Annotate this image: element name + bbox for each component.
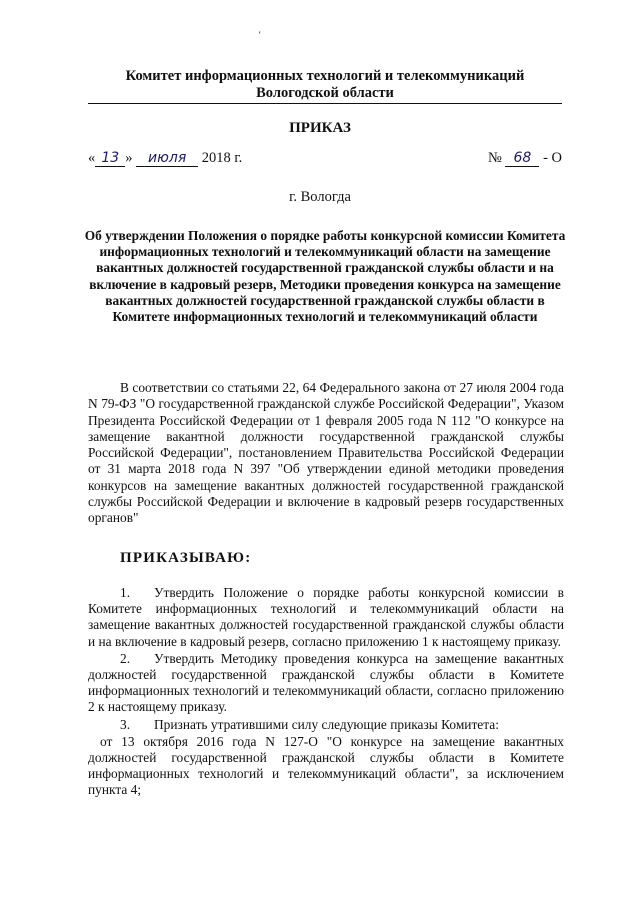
date-month-handwritten: июля: [136, 151, 198, 167]
item-text: Утвердить Методику проведения конкурса на замещение вакантных должностей государственной гражданской службы области в Комитете информационных технологий и телекоммуникаций области, согласно приложению 2 к настоящему приказу.: [88, 650, 564, 715]
city: г. Вологда: [289, 189, 351, 205]
date-number-line: [88, 150, 562, 170]
organization-name: Комитет информационных технологий и телекоммуникаций: [125, 68, 525, 84]
order-item-2: [88, 651, 564, 716]
scan-mark: ʻ: [258, 30, 262, 41]
date-close-quote: »: [125, 150, 133, 166]
document-subject: Об утверждении Положения о порядке работы конкурсной комиссии Комитета информационных технологий и телекоммуникаций области на замещение вакантных должностей государственной гражданской службы области и на включение в кадровый резерв, Методики проведения конкурса на замещение вакантных должностей государственной гражданской службы области в Комитете информационных технологий и телекоммуникаций области: [84, 228, 566, 325]
document-number: [488, 150, 562, 167]
order-item-3: [88, 717, 564, 733]
document-date: [88, 150, 242, 167]
number-sign: №: [487, 150, 502, 166]
order-item-1: [88, 585, 564, 650]
number-handwritten: 68: [505, 151, 539, 167]
order-items: [88, 585, 564, 799]
preamble-paragraph: В соответствии со статьями 22, 64 Федерального закона от 27 июля 2004 года N 79-ФЗ "О государственной гражданской службе Российской Федерации", Указом Президента Российской Федерации от 1 февраля 2005 года N 112 "О конкурсе на замещение вакантной должности государственной гражданской службы Российской Федерации", постановлением Правительства Российской Федерации от 31 марта 2018 года N 397 "Об утверждении единой методики проведения конкурсов на замещение вакантных должностей государственной гражданской службы Российской Федерации и включение в кадровый резерв государственных органов": [88, 380, 564, 526]
organization-region: Вологодской области: [256, 85, 394, 101]
item-number: 3.: [120, 716, 131, 732]
date-year: 2018 г.: [201, 150, 243, 166]
item-text: Утвердить Положение о порядке работы конкурсной комиссии в Комитете информационных технологий и телекоммуникаций области на замещение вакантных должностей государственной гражданской службы области и на включение в кадровый резерв, согласно приложению 1 к настоящему приказу.: [88, 585, 564, 649]
order-directive: ПРИКАЗЫВАЮ:: [120, 550, 252, 566]
number-suffix: - О: [543, 150, 562, 166]
document-type-title: ПРИКАЗ: [289, 120, 351, 136]
item-number: 1.: [120, 585, 131, 600]
organization-header: [88, 68, 562, 102]
repealed-order-entry: от 13 октября 2016 года N 127-О "О конкурсе на замещение вакантных должностей государственной гражданской службы области в Комитете информационных технологий и телекоммуникаций области", за исключением пункта 4;: [88, 733, 564, 798]
item-number: 2.: [120, 650, 131, 666]
header-divider: [88, 103, 562, 104]
item-text: Признать утратившими силу следующие приказы Комитета:: [154, 716, 499, 732]
date-open-quote: «: [88, 150, 96, 166]
date-day-handwritten: 13: [95, 151, 125, 167]
